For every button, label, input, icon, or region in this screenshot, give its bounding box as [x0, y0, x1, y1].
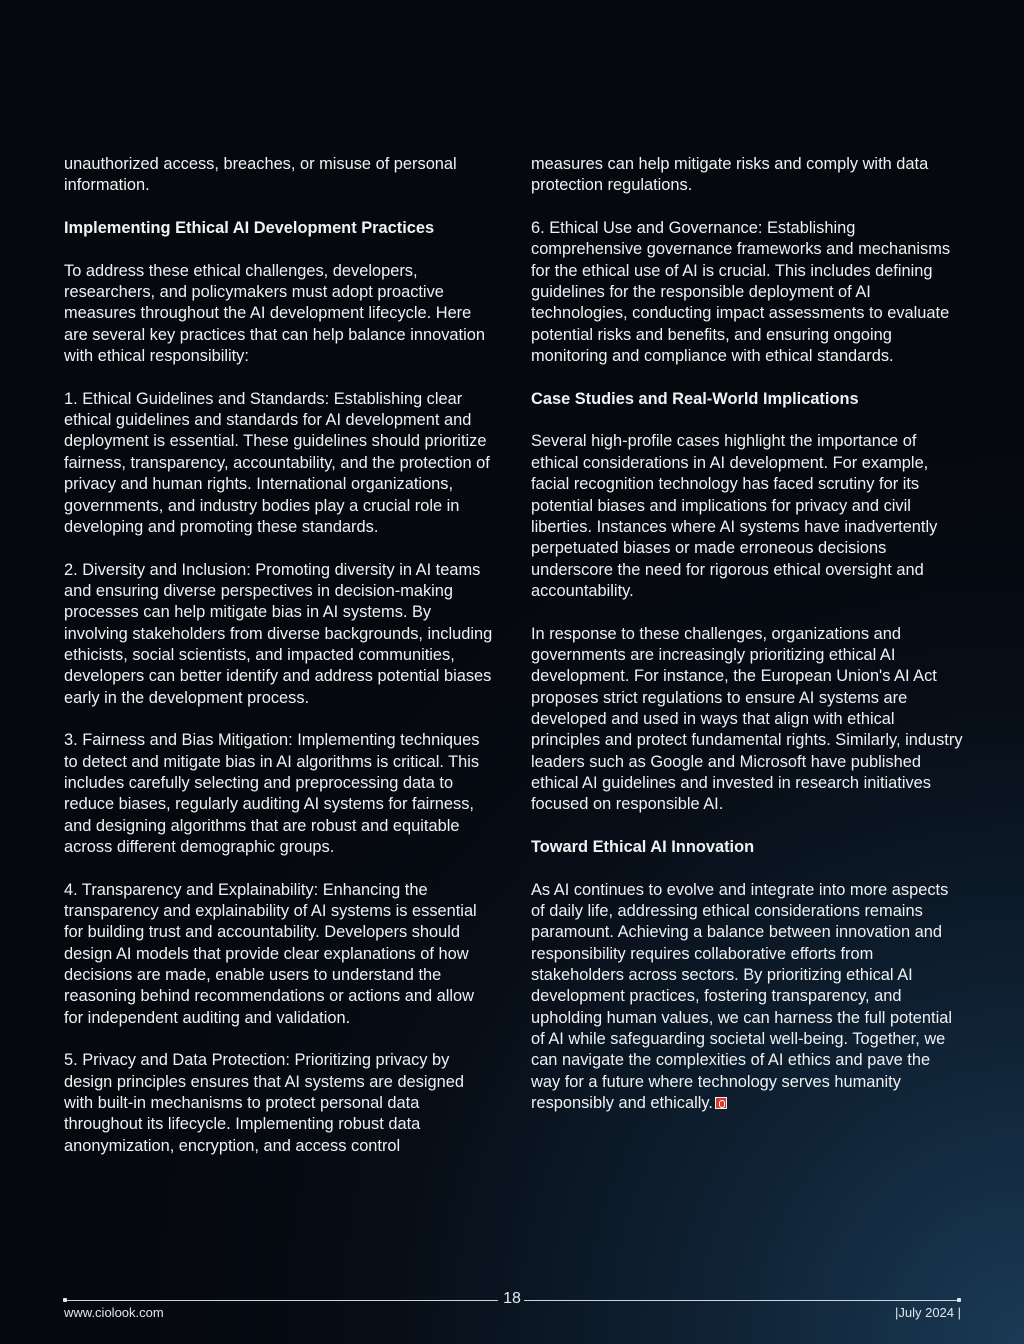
paragraph: To address these ethical challenges, developers, researchers, and policymakers must adopt proactive measures throughout the AI development lifecycle. Here are several key practices that can help balance innovation with ethical responsibility: — [64, 261, 485, 366]
paragraph: 3. Fairness and Bias Mitigation: Implementing techniques to detect and mitigate bias in AI algorithms is critical. This includes carefully selecting and preprocessing data to reduce biases, regularly auditing AI systems for fairness, and designing algorithms that are robust and equitable across different demographic groups. — [64, 731, 480, 856]
left-column — [64, 154, 496, 1179]
footer-rule-endpoint — [957, 1298, 961, 1302]
section-heading: Toward Ethical AI Innovation — [531, 838, 755, 856]
paragraph: 1. Ethical Guidelines and Standards: Establishing clear ethical guidelines and standards for AI development and deployment is essential. These guidelines should prioritize fairness, transparency, accountability, and the protection of privacy and human rights. International organizations, governments, and industry bodies play a crucial role in developing and promoting these standards. — [64, 389, 490, 536]
paragraph: 2. Diversity and Inclusion: Promoting diversity in AI teams and ensuring diverse perspectives in decision-making processes can help mitigate bias in AI systems. By involving stakeholders from diverse backgrounds, including ethicists, social scientists, and impacted communities, developers can better identify and address potential biases early in the development process. — [64, 560, 493, 707]
footer-rule-endpoint — [63, 1298, 67, 1302]
right-column — [531, 154, 963, 1136]
paragraph: unauthorized access, breaches, or misuse of personal information. — [64, 155, 457, 195]
section-heading: Implementing Ethical AI Development Practices — [64, 219, 435, 238]
paragraph: Several high-profile cases highlight the importance of ethical considerations in AI development. For example, facial recognition technology has faced scrutiny for its potential biases and implications for privacy and civil liberties. Instances where AI systems have inadvertently perpetuated biases or made erroneous decisions underscore the need for rigorous ethical oversight and accountability. — [531, 432, 938, 600]
final-paragraph-text: As AI continues to evolve and integrate into more aspects of daily life, addressing ethical considerations remains paramount. Achieving a balance between innovation and responsibility requires collaborative efforts from stakeholders across sectors. By prioritizing ethical AI development practices, fostering transparency, and upholding human values, we can harness the full potential of AI while safeguarding societal well-being. Together, we can navigate the complexities of AI ethics and pave the way for a future where technology serves humanity responsibly and ethically. — [531, 880, 952, 1113]
page-number: 18 — [503, 1290, 521, 1307]
end-of-article-icon — [715, 1097, 727, 1109]
footer-rule-right — [524, 1300, 960, 1301]
footer-website: www.ciolook.com — [64, 1305, 164, 1320]
final-paragraph — [531, 880, 963, 1115]
paragraph: measures can help mitigate risks and comply with data protection regulations. — [531, 155, 929, 195]
footer-rule-left — [64, 1300, 498, 1301]
footer-issue-date: |July 2024 | — [894, 1305, 961, 1320]
paragraph: 5. Privacy and Data Protection: Prioritizing privacy by design principles ensures that AI systems are designed with built-in mechanisms to protect personal data throughout its lifecycle. Implementing robust data anonymization, encryption, and access control — [64, 1051, 464, 1155]
section-heading: Case Studies and Real-World Implications — [531, 389, 859, 408]
paragraph: 6. Ethical Use and Governance: Establishing comprehensive governance frameworks and mechanisms for the ethical use of AI is crucial. This includes defining guidelines for the responsible deployment of AI technologies, conducting impact assessments to evaluate potential risks and benefits, and ensuring ongoing monitoring and compliance with ethical standards. — [531, 219, 951, 366]
paragraph: 4. Transparency and Explainability: Enhancing the transparency and explainability of AI systems is essential for building trust and accountability. Developers should design AI models that provide clear explanations of how decisions are made, enable users to understand the reasoning behind recommendations or actions and allow for independent auditing and validation. — [64, 880, 477, 1027]
paragraph: In response to these challenges, organizations and governments are increasingly prioritizing ethical AI development. For instance, the European Union's AI Act proposes strict regulations to ensure AI systems are developed and used in ways that align with ethical principles and protect fundamental rights. Similarly, industry leaders such as Google and Microsoft have published ethical AI guidelines and invested in research initiatives focused on responsible AI. — [531, 624, 963, 814]
